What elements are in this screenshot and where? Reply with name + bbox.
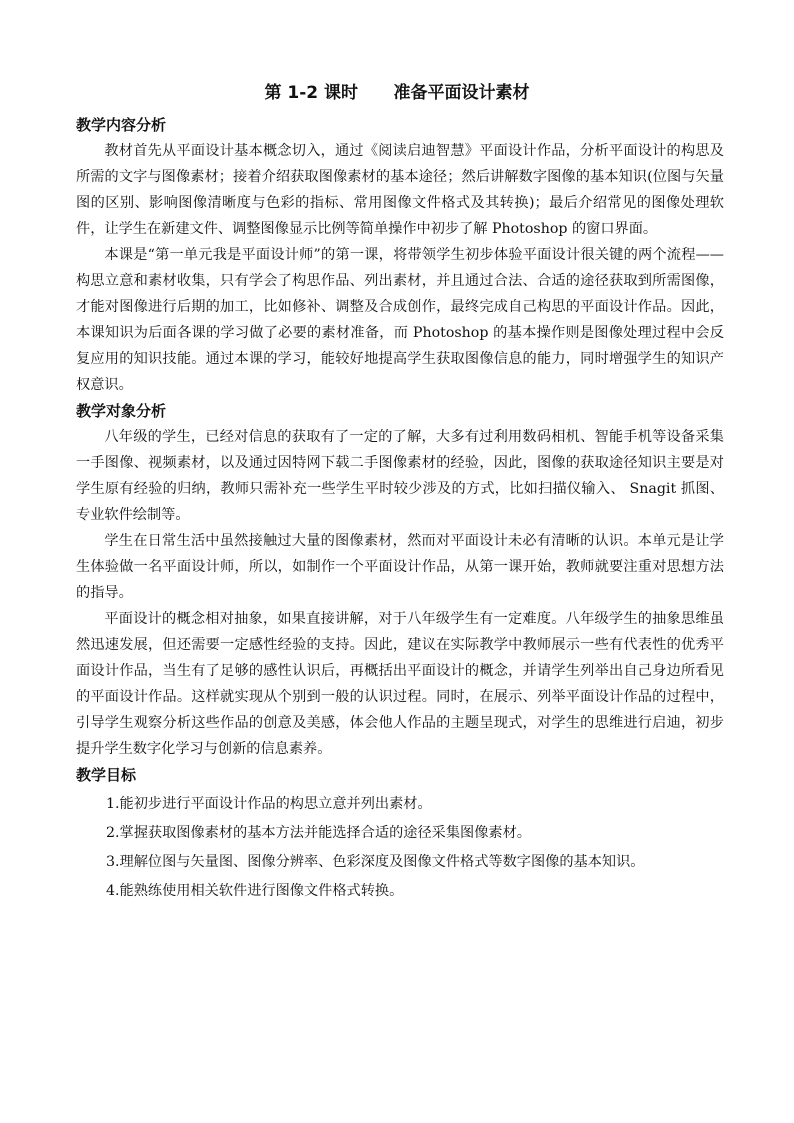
paragraph: 教材首先从平面设计基本概念切入，通过《阅读启迪智慧》平面设计作品，分析平面设计的构思及所需的文字与图像素材；接着介绍获取图像素材的基本途径；然后讲解数字图像的基本知识(位图与矢量图的区别、影响图像清晰度与色彩的指标、常用图像文件格式及其转换)；最后介绍常见的图像处理软件，让学生在新建文件、调整图像显示比例等简单操作中初步了解 Photoshop 的窗口界面。 bbox=[76, 143, 724, 237]
section-heading-objectives: 教学目标 bbox=[76, 766, 137, 784]
paragraph: 本课是“第一单元我是平面设计师”的第一课，将带领学生初步体验平面设计很关键的两个流程——构思立意和素材收集，只有学会了构思作品、列出素材，并且通过合法、合适的途径获取到所需图像，才能对图像进行后期的加工，比如修补、调整及合成创作，最终完成自己构思的平面设计作品。因此，本课知识为后面各课的学习做了必要的素材准备，而 Photoshop 的基本操作则是图像处理过程中会反复应用的知识技能。通过本课的学习，能较好地提高学生获取图像信息的能力，同时增强学生的知识产权意识。 bbox=[76, 247, 724, 393]
page-title: 第 1-2 课时 准备平面设计素材 bbox=[264, 83, 530, 103]
paragraph: 学生在日常生活中虽然接触过大量的图像素材，然而对平面设计未必有清晰的认识。本单元是让学生体验做一名平面设计师，所以，如制作一个平面设计作品，从第一课开始，教师就要注重对思想方法的指导。 bbox=[76, 533, 724, 601]
section-heading-student-analysis: 教学对象分析 bbox=[76, 402, 167, 420]
section-heading-content-analysis: 教学内容分析 bbox=[76, 116, 167, 134]
list-item: 4.能熟练使用相关软件进行图像文件格式转换。 bbox=[106, 883, 404, 899]
paragraph: 八年级的学生，已经对信息的获取有了一定的了解，大多有过利用数码相机、智能手机等设备采集一手图像、视频素材，以及通过因特网下载二手图像素材的经验，因此，图像的获取途径知识主要是对学生原有经验的归纳，教师只需补充一些学生平时较少涉及的方式，比如扫描仪输入、 Snagit 抓图、专业软件绘制等。 bbox=[76, 429, 724, 523]
document-body bbox=[76, 112, 724, 906]
list-item: 1.能初步进行平面设计作品的构思立意并列出素材。 bbox=[106, 796, 432, 812]
paragraph: 平面设计的概念相对抽象，如果直接讲解，对于八年级学生有一定难度。八年级学生的抽象思维虽然迅速发展，但还需要一定感性经验的支持。因此，建议在实际教学中教师展示一些有代表性的优秀平面设计作品，当生有了足够的感性认识后，再概括出平面设计的概念，并请学生列举出自己身边所看见的平面设计作品。这样就实现从个别到一般的认识过程。同时，在展示、列举平面设计作品的过程中，引导学生观察分析这些作品的创意及美感，体会他人作品的主题呈现式，对学生的思维进行启迪，初步提升学生数字化学习与创新的信息素养。 bbox=[76, 611, 724, 757]
list-item: 2.掌握获取图像素材的基本方法并能选择合适的途径采集图像素材。 bbox=[106, 825, 531, 841]
objectives-list bbox=[76, 790, 724, 906]
list-item: 3.理解位图与矢量图、图像分辨率、色彩深度及图像文件格式等数字图像的基本知识。 bbox=[106, 854, 645, 870]
